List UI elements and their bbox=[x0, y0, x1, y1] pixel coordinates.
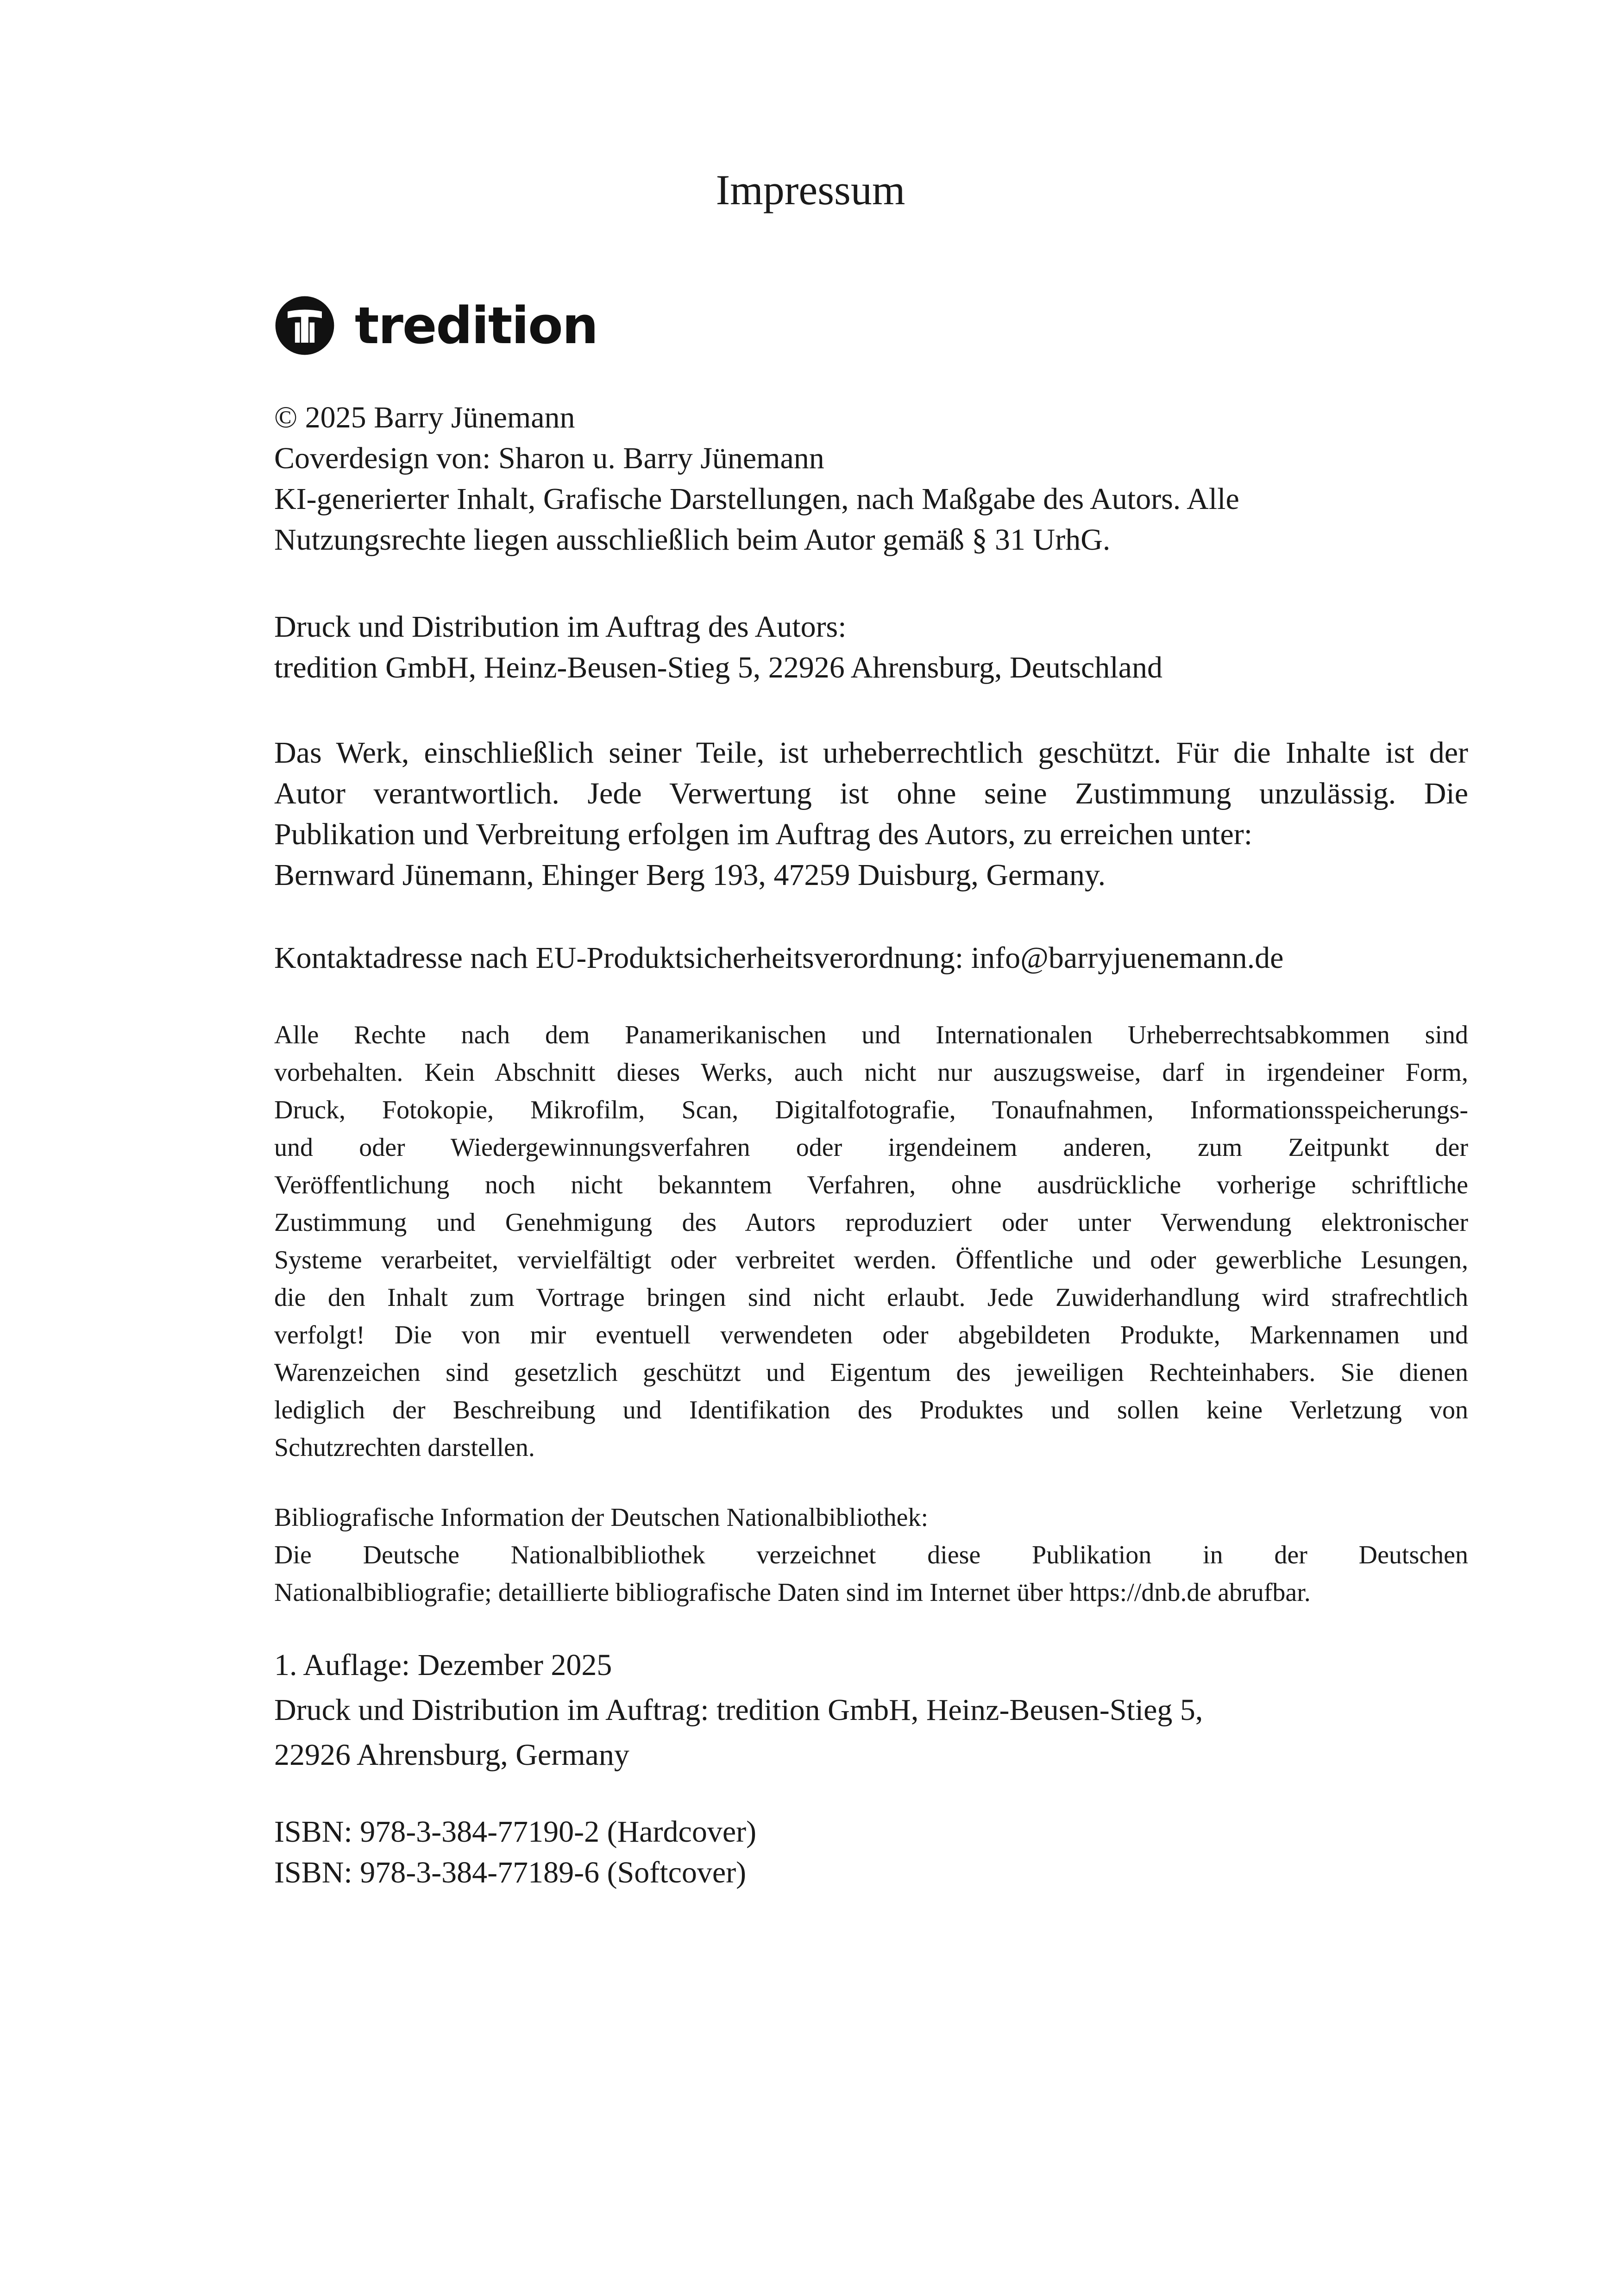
bibliographic-heading: Bibliografische Information der Deutschen Nationalbibliothek: bbox=[274, 1503, 929, 1532]
isbn-softcover: ISBN: 978-3-384-77189-6 (Softcover) bbox=[274, 1856, 747, 1889]
rights-line: verfolgt! Die von mir eventuell verwendeten oder abgebildeten Produkte, Markennamen und bbox=[274, 1321, 1468, 1349]
author-address: Bernward Jünemann, Ehinger Berg 193, 47259 Duisburg, Germany. bbox=[274, 858, 1106, 892]
rights-line: Druck, Fotokopie, Mikrofilm, Scan, Digitalfotografie, Tonaufnahmen, Informationsspeicherungs- bbox=[274, 1096, 1468, 1124]
edition-line: 1. Auflage: Dezember 2025 bbox=[274, 1648, 612, 1682]
printing-block bbox=[274, 607, 1468, 688]
edition-block bbox=[274, 1643, 1468, 1777]
contact-address: Kontaktadresse nach EU-Produktsicherheitsverordnung: info@barryjuenemann.de bbox=[274, 941, 1284, 975]
rights-line: Veröffentlichung noch nicht bekanntem Verfahren, ohne ausdrückliche vorherige schriftliche bbox=[274, 1171, 1468, 1199]
rights-line: vorbehalten. Kein Abschnitt dieses Werks, auch nicht nur auszugsweise, darf in irgendeiner Form, bbox=[274, 1058, 1468, 1087]
usage-rights-line: Nutzungsrechte liegen ausschließlich beim Autor gemäß § 31 UrhG. bbox=[274, 523, 1111, 557]
printing-heading: Druck und Distribution im Auftrag des Autors: bbox=[274, 610, 847, 644]
isbn-hardcover: ISBN: 978-3-384-77190-2 (Hardcover) bbox=[274, 1815, 757, 1849]
rights-line: Warenzeichen sind gesetzlich geschützt und Eigentum des jeweiligen Rechteinhabers. Sie dienen bbox=[274, 1358, 1468, 1387]
publisher-logo bbox=[274, 291, 597, 360]
rights-line: Alle Rechte nach dem Panamerikanischen und Internationalen Urheberrechtsabkommen sind bbox=[274, 1021, 1468, 1049]
copyright-block bbox=[274, 397, 1468, 560]
tredition-logo-icon bbox=[274, 295, 335, 356]
ai-content-line: KI-generierter Inhalt, Grafische Darstellungen, nach Maßgabe des Autors. Alle bbox=[274, 482, 1239, 516]
protection-block bbox=[274, 733, 1468, 896]
printing-address: tredition GmbH, Heinz-Beusen-Stieg 5, 22926 Ahrensburg, Deutschland bbox=[274, 651, 1162, 684]
rights-line: Systeme verarbeitet, vervielfältigt oder verbreitet werden. Öffentliche und oder gewerbliche Lesungen, bbox=[274, 1246, 1468, 1274]
page-title: Impressum bbox=[716, 166, 905, 213]
isbn-block bbox=[274, 1812, 1468, 1893]
contact-block bbox=[274, 938, 1468, 979]
rights-line: lediglich der Beschreibung und Identifikation des Produktes und sollen keine Verletzung von bbox=[274, 1396, 1468, 1424]
bibliographic-line: Nationalbibliografie; detaillierte bibliografische Daten sind im Internet über https://dnb.de abrufbar. bbox=[274, 1578, 1311, 1607]
rights-line: Zustimmung und Genehmigung des Autors reproduziert oder unter Verwendung elektronischer bbox=[274, 1208, 1468, 1237]
distribution-address: 22926 Ahrensburg, Germany bbox=[274, 1738, 629, 1772]
rights-block bbox=[274, 1016, 1468, 1467]
bibliographic-block bbox=[274, 1499, 1468, 1612]
rights-line: und oder Wiedergewinnungsverfahren oder irgendeinem anderen, zum Zeitpunkt der bbox=[274, 1133, 1468, 1162]
protection-line: Autor verantwortlich. Jede Verwertung ist ohne seine Zustimmung unzulässig. Die bbox=[274, 777, 1468, 810]
rights-line: die den Inhalt zum Vortrage bringen sind nicht erlaubt. Jede Zuwiderhandlung wird strafrechtlich bbox=[274, 1283, 1468, 1312]
protection-line: Publikation und Verbreitung erfolgen im Auftrag des Autors, zu erreichen unter: bbox=[274, 817, 1253, 851]
distribution-line: Druck und Distribution im Auftrag: tredition GmbH, Heinz-Beusen-Stieg 5, bbox=[274, 1693, 1203, 1727]
copyright-line: © 2025 Barry Jünemann bbox=[274, 401, 575, 434]
bibliographic-line: Die Deutsche Nationalbibliothek verzeichnet diese Publikation in der Deutschen bbox=[274, 1541, 1468, 1569]
protection-line: Das Werk, einschließlich seiner Teile, ist urheberrechtlich geschützt. Für die Inhalte ist der bbox=[274, 736, 1468, 770]
publisher-name: tredition bbox=[355, 296, 598, 355]
rights-line: Schutzrechten darstellen. bbox=[274, 1433, 535, 1462]
cover-design-line: Coverdesign von: Sharon u. Barry Jünemann bbox=[274, 441, 824, 475]
